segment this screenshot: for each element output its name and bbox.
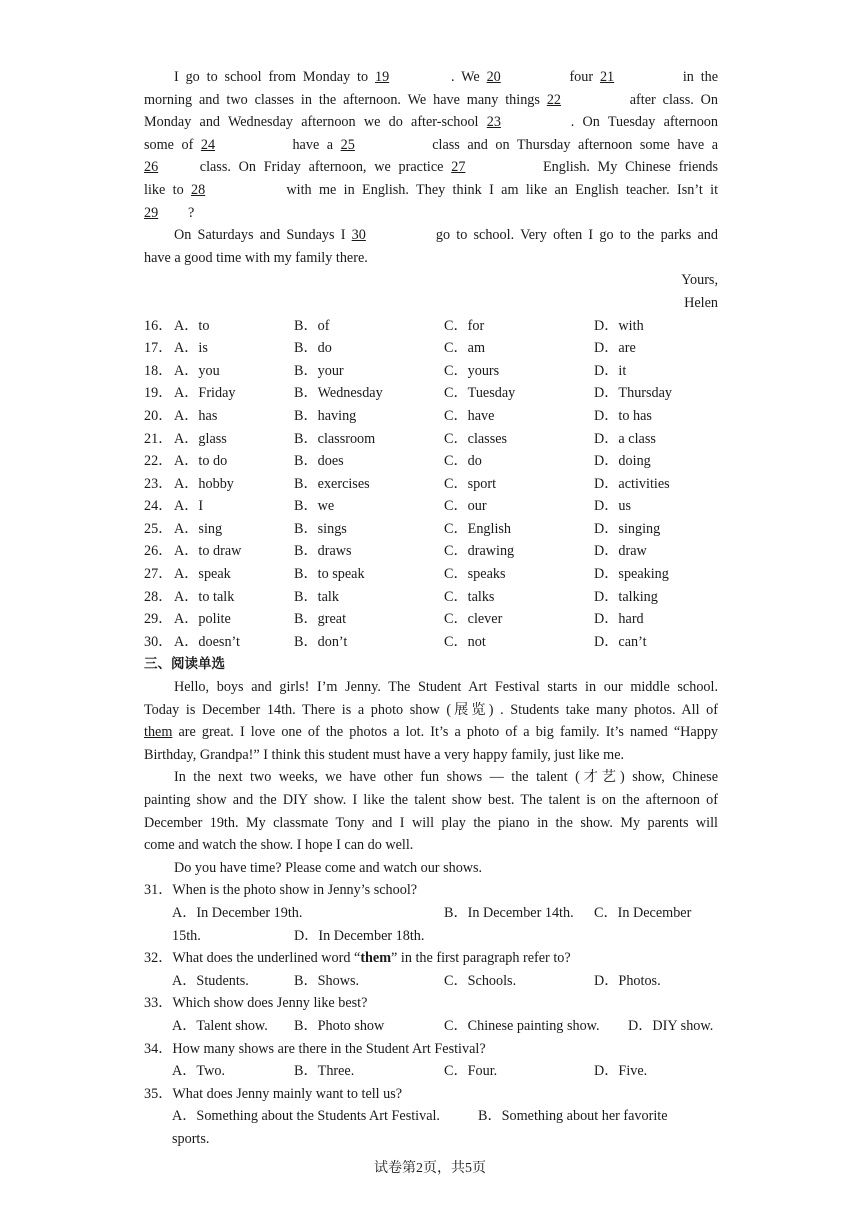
blank-19: 19 [374,69,390,85]
bold-word: them [360,950,392,967]
option-row [144,608,718,631]
question-stem [144,947,718,970]
text: ? [188,204,195,221]
option-row [144,450,718,473]
option-b[interactable]: B．sings [294,520,347,537]
option-d[interactable]: D．hard [594,611,644,628]
blank-23: 23 [486,114,501,131]
option-b[interactable]: B．draws [294,543,352,560]
option-d[interactable]: D．singing [594,520,661,537]
options-list [144,315,718,654]
passage-line: come and watch the show. I hope I can do well. [144,837,414,854]
letter-line [144,156,718,179]
option-a[interactable]: A．Friday [174,385,236,402]
option-row [144,563,718,586]
option-b[interactable]: B．great [294,611,347,628]
option-c[interactable]: C．for [444,317,485,334]
blank-30: 30 [351,227,366,244]
question-number: 28． [144,588,173,605]
letter-line [144,89,718,112]
option-b[interactable]: B．Three. [294,1063,355,1080]
question-options [144,925,718,948]
passage-line: In the next two weeks, we have other fun shows — the talent (才艺) show, Chinese [174,769,718,786]
text: have a [292,136,334,153]
option-row [144,518,718,541]
option-row [144,540,718,563]
option-c[interactable]: C．yours [444,362,500,379]
option-c[interactable]: C．not [444,633,486,650]
option-d[interactable]: D．talking [594,588,658,605]
option-d[interactable]: D．to has [594,407,652,424]
question-options [144,1105,718,1128]
text: On Saturdays and Sundays I [174,227,346,244]
letter-line [144,66,718,89]
option-row [144,337,718,360]
option-a[interactable]: A．hobby [174,475,234,492]
option-d[interactable]: D．Thursday [594,385,673,402]
passage-line: painting show and the DIY show. I like the talent show best. The talent is on the afternoon of [144,792,718,808]
question-number: 29． [144,611,173,628]
question-options [144,1015,718,1038]
option-a[interactable]: A．to [174,317,210,334]
option-c[interactable]: C．sport [444,475,497,492]
option-a[interactable]: A．has [174,407,218,424]
question-stem: 35．What does Jenny mainly want to tell us? [144,1085,403,1102]
option-c[interactable]: C．talks [444,588,495,605]
question-number: 24． [144,498,173,515]
text: like to [144,181,184,198]
option-b[interactable]: B．do [294,340,332,357]
option-b[interactable]: B．your [294,362,344,379]
blank-25: 25 [340,136,355,153]
blank-26: 26 [144,159,159,176]
option-d[interactable]: D．it [594,362,627,379]
passage-line [144,721,718,744]
question-32 [144,947,718,992]
page-footer: 试卷第2页，共5页 [374,1161,486,1176]
option-a[interactable]: A．Two. [172,1063,225,1080]
section-title: 三、阅读单选 [144,656,225,673]
option-row [144,382,718,405]
option-c[interactable]: C．Chinese painting show. [444,1017,600,1034]
option-d[interactable]: D．a class [594,430,656,447]
option-d[interactable]: D．DIY show. [628,1017,714,1034]
letter-line [144,179,718,202]
text: are great. I love one of the photos a lot. It’s a photo of a big family. It’s named “Happy [178,724,719,741]
passage-line: Hello, boys and girls! I’m Jenny. The Student Art Festival starts in our middle school. [174,679,718,696]
option-c[interactable]: C．In December [594,904,692,921]
question-number: 20． [144,407,173,424]
option-b[interactable]: B．having [294,407,357,424]
option-a[interactable]: A．is [174,340,208,357]
text: . We [450,69,480,85]
text: four [569,69,594,85]
text: Monday and Wednesday afternoon we do after-school [144,114,479,131]
text: . On Tuesday afternoon [570,114,718,131]
text: 32．What does the underlined word “ [144,950,361,967]
option-b[interactable]: B．Wednesday [294,385,383,402]
blank-20: 20 [486,69,501,85]
question-number: 23． [144,475,173,492]
option-c[interactable]: C．speaks [444,566,506,583]
blank-27: 27 [451,159,466,176]
option-b[interactable]: B．does [294,453,344,470]
option-d[interactable]: D．Photos. [594,972,661,989]
option-b[interactable]: B．classroom [294,430,376,447]
question-number: 26． [144,543,173,560]
option-a[interactable]: A．glass [174,430,227,447]
letter-line [144,134,718,157]
question-options [144,1060,718,1083]
option-a[interactable]: A．doesn’t [174,633,240,650]
option-b[interactable]: B．In December 14th. [444,904,574,921]
option-c[interactable]: C．have [444,407,495,424]
question-number: 19． [144,385,173,402]
option-a[interactable]: A．to do [174,453,228,470]
letter-line: have a good time with my family there. [144,249,368,266]
blank-22: 22 [546,91,562,108]
text: with me in English. They think I am like an English teacher. Isn’t it [286,181,719,198]
text: morning and two classes in the afternoon. We have many things [144,91,540,108]
text: ” in the first paragraph refer to? [391,950,571,967]
option-c[interactable]: C．Tuesday [444,385,516,402]
option-d[interactable]: D．speaking [594,566,669,583]
question-31 [144,879,718,947]
option-row [144,631,718,654]
question-35 [144,1083,718,1151]
option-row [144,586,718,609]
text: go to school. Very often I go to the parks and [435,227,718,244]
underlined-word: them [144,724,173,741]
option-row [144,473,718,496]
question-stem: 33．Which show does Jenny like best? [144,995,368,1012]
text: class. On Friday afternoon, we practice [199,159,444,176]
option-c[interactable]: C．our [444,498,487,515]
option-d[interactable]: D．draw [594,543,647,560]
question-number: 17． [144,340,173,357]
option-b[interactable]: B．talk [294,588,339,605]
option-d[interactable]: D．doing [594,453,651,470]
option-d[interactable]: D．are [594,340,636,357]
option-a[interactable]: A．Talent show. [172,1017,268,1034]
question-number: 25． [144,520,173,537]
option-a[interactable]: A．you [174,362,220,379]
question-options [144,902,718,925]
passage-line: December 19th. My classmate Tony and I will play the piano in the show. My parents will [144,814,718,831]
option-d[interactable]: D．activities [594,475,670,492]
letter-line [144,224,718,247]
question-number: 18． [144,362,173,379]
text: class and on Thursday afternoon some have a [432,136,719,153]
question-number: 30． [144,633,173,650]
option-d[interactable]: D．In December 18th. [294,927,425,944]
reading-passage [144,676,718,879]
option-c[interactable]: C．Four. [444,1063,498,1080]
question-options [144,970,718,993]
text: English. My Chinese friends [542,159,718,176]
question-33 [144,992,718,1037]
option-c[interactable]: C．do [444,453,482,470]
question-stem: 34．How many shows are there in the Student Art Festival? [144,1040,486,1057]
option-d[interactable]: D．can’t [594,633,647,650]
option-a[interactable]: A．sing [174,520,223,537]
exam-page [144,66,718,1151]
option-c-continued: 15th. [172,927,201,944]
question-number: 21． [144,430,173,447]
option-row [144,315,718,338]
option-a[interactable]: A．Students. [172,972,249,989]
option-a[interactable]: A．In December 19th. [172,904,303,921]
text: after class. On [629,91,719,108]
blank-21: 21 [599,69,615,85]
option-a[interactable]: A．polite [174,611,231,628]
letter-line [144,111,718,134]
text: some of [144,136,194,153]
option-d[interactable]: D．Five. [594,1063,648,1080]
option-c[interactable]: C．drawing [444,543,515,560]
option-row [144,428,718,451]
option-c[interactable]: C．English [444,520,512,537]
text: I go to school from Monday to [174,69,369,85]
passage-line: Do you have time? Please come and watch our shows. [174,859,483,876]
option-a[interactable]: A．Something about the Students Art Festival. [172,1108,440,1125]
passage-line: Birthday, Grandpa!” I think this student must have a very happy family, just like me. [144,746,625,763]
option-b[interactable]: B．Something about her favorite [478,1108,668,1125]
option-d[interactable]: D．with [594,317,644,334]
option-a[interactable]: A．to talk [174,588,235,605]
blank-29: 29 [144,204,159,221]
option-c[interactable]: C．classes [444,430,508,447]
option-b[interactable]: B．of [294,317,330,334]
option-b[interactable]: B．don’t [294,633,348,650]
option-c[interactable]: C．clever [444,611,503,628]
option-a[interactable]: A．to draw [174,543,242,560]
option-c[interactable]: C．am [444,340,485,357]
option-b[interactable]: B．Shows. [294,972,360,989]
letter-signature: Helen [684,294,718,311]
question-34 [144,1038,718,1083]
question-stem: 31．When is the photo show in Jenny’s school? [144,882,418,899]
option-b[interactable]: B．Photo show [294,1017,385,1034]
option-b[interactable]: B．we [294,498,335,515]
option-row [144,360,718,383]
text: in the [682,69,719,85]
option-b[interactable]: B．to speak [294,566,365,583]
blank-24: 24 [200,136,216,153]
option-row [144,405,718,428]
letter-closing: Yours, [681,272,718,289]
blank-28: 28 [191,181,206,198]
question-number: 27． [144,566,173,583]
letter-line [144,202,718,225]
option-d[interactable]: D．us [594,498,632,515]
option-c[interactable]: C．Schools. [444,972,517,989]
option-row [144,495,718,518]
option-b-continued: sports. [172,1130,210,1147]
option-a[interactable]: A．I [174,498,204,515]
question-number: 22． [144,453,173,470]
passage-line: Today is December 14th. There is a photo show (展览) . Students take many photos. All of [144,701,718,718]
option-a[interactable]: A．speak [174,566,231,583]
option-b[interactable]: B．exercises [294,475,370,492]
question-number: 16． [144,317,173,334]
